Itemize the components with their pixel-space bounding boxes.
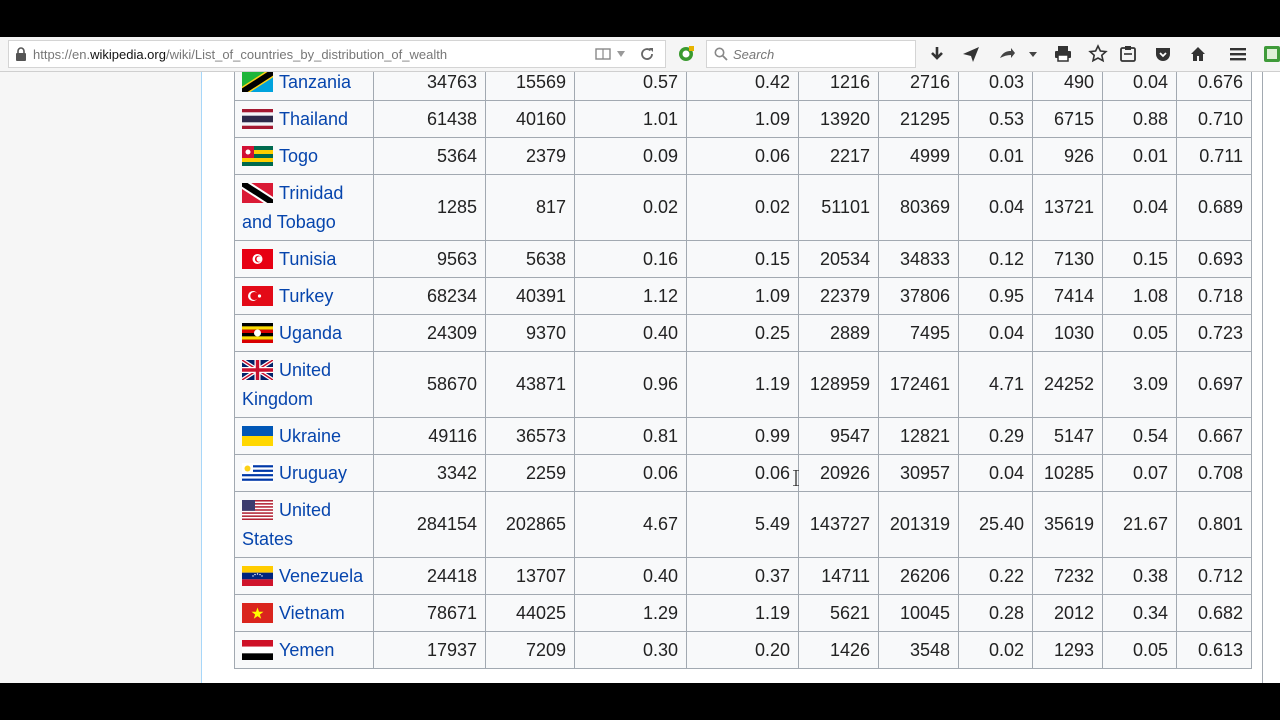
table-cell: 7414 <box>1033 278 1103 315</box>
table-cell: 0.38 <box>1103 558 1177 595</box>
table-cell: 24252 <box>1033 352 1103 418</box>
table-cell: 2716 <box>879 72 959 101</box>
table-cell: 58670 <box>374 352 486 418</box>
table-cell: 2379 <box>486 138 575 175</box>
download-icon <box>927 44 947 64</box>
table-cell: 0.06 <box>687 455 799 492</box>
home-icon <box>1188 44 1208 64</box>
table-cell: 1285 <box>374 175 486 241</box>
table-cell: 0.54 <box>1103 418 1177 455</box>
table-cell: 0.05 <box>1103 632 1177 669</box>
table-cell: 3342 <box>374 455 486 492</box>
paper-plane-icon <box>961 44 981 64</box>
country-link[interactable]: Thailand <box>279 108 349 129</box>
table-cell: 1.29 <box>575 595 687 632</box>
table-cell: 0.34 <box>1103 595 1177 632</box>
table-cell: 0.667 <box>1177 418 1252 455</box>
table-cell: 14711 <box>799 558 879 595</box>
table-cell: 2012 <box>1033 595 1103 632</box>
table-row <box>235 315 1252 352</box>
table-row <box>235 632 1252 669</box>
table-cell: 21.67 <box>1103 492 1177 558</box>
table-cell: 0.710 <box>1177 101 1252 138</box>
table-cell: 0.697 <box>1177 352 1252 418</box>
wealth-distribution-table <box>234 72 1252 669</box>
table-cell: 0.801 <box>1177 492 1252 558</box>
share-dropdown-button[interactable] <box>1023 44 1043 64</box>
table-cell: 10285 <box>1033 455 1103 492</box>
table-cell: 9563 <box>374 241 486 278</box>
table-cell: 0.723 <box>1177 315 1252 352</box>
table-cell: 20534 <box>799 241 879 278</box>
table-cell: 0.708 <box>1177 455 1252 492</box>
table-cell: 13721 <box>1033 175 1103 241</box>
table-cell: 1.09 <box>687 278 799 315</box>
table-row <box>235 595 1252 632</box>
table-cell: 5638 <box>486 241 575 278</box>
url-text[interactable] <box>33 47 447 62</box>
table-cell: 1.12 <box>575 278 687 315</box>
table-cell: 5621 <box>799 595 879 632</box>
search-input[interactable] <box>733 45 909 63</box>
table-row <box>235 418 1252 455</box>
table-row <box>235 241 1252 278</box>
table-cell: 20926 <box>799 455 879 492</box>
table-cell: 9547 <box>799 418 879 455</box>
table-cell: 5147 <box>1033 418 1103 455</box>
table-cell: 128959 <box>799 352 879 418</box>
country-cell <box>235 492 374 558</box>
table-cell: 7130 <box>1033 241 1103 278</box>
table-cell: 0.57 <box>575 72 687 101</box>
print-button[interactable] <box>1053 44 1073 64</box>
table-cell: 7232 <box>1033 558 1103 595</box>
table-cell: 0.718 <box>1177 278 1252 315</box>
country-link[interactable]: Ukraine <box>279 425 342 446</box>
table-row <box>235 492 1252 558</box>
reload-icon[interactable] <box>639 46 655 62</box>
table-cell: 22379 <box>799 278 879 315</box>
search-box[interactable] <box>706 40 916 68</box>
table-cell: 0.04 <box>959 455 1033 492</box>
table-cell: 0.07 <box>1103 455 1177 492</box>
uganda-flag-icon <box>242 323 273 343</box>
clipboard-icon <box>1118 44 1138 64</box>
table-cell: 0.42 <box>687 72 799 101</box>
country-cell <box>235 418 374 455</box>
table-cell: 1426 <box>799 632 879 669</box>
left-sidebar <box>0 72 202 683</box>
country-link[interactable]: Vietnam <box>279 602 345 623</box>
printer-icon <box>1053 44 1073 64</box>
togo-flag-icon <box>242 146 273 166</box>
reader-view-icon[interactable] <box>595 46 611 62</box>
bookmark-star-button[interactable] <box>1088 44 1108 64</box>
table-cell: 0.693 <box>1177 241 1252 278</box>
table-cell: 0.40 <box>575 558 687 595</box>
browser-toolbar <box>0 37 1280 72</box>
table-cell: 24309 <box>374 315 486 352</box>
table-cell: 43871 <box>486 352 575 418</box>
country-cell <box>235 278 374 315</box>
screen-top-border <box>0 0 1280 37</box>
table-cell: 0.88 <box>1103 101 1177 138</box>
table-row <box>235 352 1252 418</box>
extension-icon[interactable] <box>677 45 695 63</box>
table-cell: 37806 <box>879 278 959 315</box>
table-cell: 0.22 <box>959 558 1033 595</box>
extension-button[interactable] <box>1262 44 1280 64</box>
table-cell: 0.03 <box>959 72 1033 101</box>
country-cell <box>235 595 374 632</box>
table-body <box>235 72 1252 669</box>
table-cell: 80369 <box>879 175 959 241</box>
table-cell: 0.99 <box>687 418 799 455</box>
right-clipped-column <box>1262 72 1280 683</box>
country-cell <box>235 352 374 418</box>
table-cell: 7209 <box>486 632 575 669</box>
table-cell: 25.40 <box>959 492 1033 558</box>
address-bar[interactable] <box>8 40 666 68</box>
table-cell: 0.30 <box>575 632 687 669</box>
table-cell: 30957 <box>879 455 959 492</box>
table-cell: 51101 <box>799 175 879 241</box>
country-cell <box>235 315 374 352</box>
table-cell: 1030 <box>1033 315 1103 352</box>
screen-bottom-border <box>0 683 1280 720</box>
country-link[interactable]: Uruguay <box>279 462 348 483</box>
country-cell <box>235 175 374 241</box>
trinidad-and-tobago-flag-icon <box>242 183 273 203</box>
table-cell: 817 <box>486 175 575 241</box>
country-link[interactable]: United States <box>242 499 332 549</box>
table-cell: 0.676 <box>1177 72 1252 101</box>
country-link[interactable]: Tunisia <box>279 248 337 269</box>
table-row <box>235 72 1252 101</box>
page-content <box>0 72 1280 683</box>
table-cell: 1.19 <box>687 352 799 418</box>
table-cell: 78671 <box>374 595 486 632</box>
country-cell <box>235 241 374 278</box>
table-cell: 0.04 <box>1103 175 1177 241</box>
table-cell: 0.09 <box>575 138 687 175</box>
country-cell <box>235 72 374 101</box>
table-cell: 2259 <box>486 455 575 492</box>
table-cell: 0.01 <box>1103 138 1177 175</box>
table-cell: 40160 <box>486 101 575 138</box>
table-cell: 0.711 <box>1177 138 1252 175</box>
table-cell: 17937 <box>374 632 486 669</box>
hamburger-menu-icon <box>1228 44 1248 64</box>
table-cell: 61438 <box>374 101 486 138</box>
table-cell: 0.02 <box>959 632 1033 669</box>
table-cell: 0.25 <box>687 315 799 352</box>
table-cell: 2217 <box>799 138 879 175</box>
united-kingdom-flag-icon <box>242 360 273 380</box>
table-cell: 0.81 <box>575 418 687 455</box>
table-cell: 1.08 <box>1103 278 1177 315</box>
table-cell: 4999 <box>879 138 959 175</box>
table-cell: 0.02 <box>687 175 799 241</box>
url-path: /wiki/List_of_countries_by_distribution_of_wealth <box>165 47 448 62</box>
country-link[interactable]: Turkey <box>279 285 334 306</box>
table-cell: 24418 <box>374 558 486 595</box>
chevron-down-icon <box>1023 44 1043 64</box>
table-cell: 34833 <box>879 241 959 278</box>
url-scheme: https://en. <box>33 47 91 62</box>
ukraine-flag-icon <box>242 426 273 446</box>
table-cell: 7495 <box>879 315 959 352</box>
table-cell: 1.19 <box>687 595 799 632</box>
table-cell: 0.02 <box>575 175 687 241</box>
pocket-icon <box>1153 44 1173 64</box>
table-cell: 6715 <box>1033 101 1103 138</box>
table-cell: 68234 <box>374 278 486 315</box>
table-cell: 0.682 <box>1177 595 1252 632</box>
share-button[interactable] <box>997 44 1017 64</box>
country-link[interactable]: Venezuela <box>279 565 364 586</box>
search-icon <box>714 47 728 61</box>
table-cell: 0.96 <box>575 352 687 418</box>
green-extension-icon <box>1262 44 1280 64</box>
table-cell: 10045 <box>879 595 959 632</box>
table-cell: 202865 <box>486 492 575 558</box>
tanzania-flag-icon <box>242 72 273 92</box>
country-link[interactable]: United Kingdom <box>242 359 332 409</box>
table-cell: 201319 <box>879 492 959 558</box>
table-cell: 0.29 <box>959 418 1033 455</box>
table-cell: 0.95 <box>959 278 1033 315</box>
yemen-flag-icon <box>242 640 273 660</box>
table-cell: 4.67 <box>575 492 687 558</box>
venezuela-flag-icon <box>242 566 273 586</box>
table-cell: 1.01 <box>575 101 687 138</box>
table-cell: 0.28 <box>959 595 1033 632</box>
table-cell: 284154 <box>374 492 486 558</box>
table-cell: 26206 <box>879 558 959 595</box>
table-row <box>235 558 1252 595</box>
send-button[interactable] <box>961 44 981 64</box>
url-dropdown-icon[interactable] <box>617 51 625 57</box>
table-cell: 15569 <box>486 72 575 101</box>
table-cell: 21295 <box>879 101 959 138</box>
table-cell: 35619 <box>1033 492 1103 558</box>
uruguay-flag-icon <box>242 463 273 483</box>
table-cell: 0.15 <box>687 241 799 278</box>
table-cell: 1293 <box>1033 632 1103 669</box>
table-cell: 0.15 <box>1103 241 1177 278</box>
lock-icon[interactable] <box>15 47 27 61</box>
table-cell: 3548 <box>879 632 959 669</box>
table-cell: 44025 <box>486 595 575 632</box>
table-cell: 0.37 <box>687 558 799 595</box>
united-states-flag-icon <box>242 500 273 520</box>
country-cell <box>235 558 374 595</box>
star-icon <box>1088 44 1108 64</box>
table-cell: 34763 <box>374 72 486 101</box>
table-cell: 40391 <box>486 278 575 315</box>
url-host: wikipedia.org <box>90 47 166 62</box>
table-cell: 0.04 <box>959 315 1033 352</box>
home-button[interactable] <box>1188 44 1208 64</box>
country-link[interactable]: Togo <box>279 145 319 166</box>
country-link[interactable]: Yemen <box>279 639 335 660</box>
country-cell <box>235 101 374 138</box>
table-cell: 172461 <box>879 352 959 418</box>
table-cell: 1216 <box>799 72 879 101</box>
table-cell: 0.20 <box>687 632 799 669</box>
table-cell: 3.09 <box>1103 352 1177 418</box>
table-cell: 49116 <box>374 418 486 455</box>
table-cell: 0.40 <box>575 315 687 352</box>
table-cell: 0.12 <box>959 241 1033 278</box>
table-cell: 0.05 <box>1103 315 1177 352</box>
table-cell: 1.09 <box>687 101 799 138</box>
table-cell: 9370 <box>486 315 575 352</box>
table-row <box>235 455 1252 492</box>
country-cell <box>235 138 374 175</box>
text-cursor-icon <box>793 470 799 486</box>
table-cell: 13920 <box>799 101 879 138</box>
turkey-flag-icon <box>242 286 273 306</box>
table-cell: 36573 <box>486 418 575 455</box>
table-cell: 0.613 <box>1177 632 1252 669</box>
share-icon <box>997 44 1017 64</box>
table-cell: 0.06 <box>687 138 799 175</box>
table-cell: 0.01 <box>959 138 1033 175</box>
table-row <box>235 138 1252 175</box>
table-cell: 490 <box>1033 72 1103 101</box>
table-cell: 4.71 <box>959 352 1033 418</box>
country-cell <box>235 455 374 492</box>
table-row <box>235 278 1252 315</box>
vietnam-flag-icon <box>242 603 273 623</box>
table-row <box>235 101 1252 138</box>
table-cell: 926 <box>1033 138 1103 175</box>
table-cell: 0.16 <box>575 241 687 278</box>
tunisia-flag-icon <box>242 249 273 269</box>
table-cell: 2889 <box>799 315 879 352</box>
table-cell: 0.689 <box>1177 175 1252 241</box>
table-cell: 0.712 <box>1177 558 1252 595</box>
table-cell: 143727 <box>799 492 879 558</box>
table-cell: 5364 <box>374 138 486 175</box>
table-row <box>235 175 1252 241</box>
menu-button[interactable] <box>1228 44 1248 64</box>
table-cell: 0.53 <box>959 101 1033 138</box>
table-cell: 5.49 <box>687 492 799 558</box>
table-cell: 12821 <box>879 418 959 455</box>
pocket-button[interactable] <box>1153 44 1173 64</box>
downloads-button[interactable] <box>927 44 947 64</box>
bookmarks-menu-button[interactable] <box>1118 44 1138 64</box>
country-link[interactable]: Uganda <box>279 322 343 343</box>
table-cell: 0.04 <box>1103 72 1177 101</box>
thailand-flag-icon <box>242 109 273 129</box>
table-cell: 0.06 <box>575 455 687 492</box>
table-cell: 13707 <box>486 558 575 595</box>
country-link[interactable]: Tanzania <box>279 72 352 92</box>
table-cell: 0.04 <box>959 175 1033 241</box>
country-link[interactable]: Trinidad and Tobago <box>242 182 344 232</box>
country-cell <box>235 632 374 669</box>
